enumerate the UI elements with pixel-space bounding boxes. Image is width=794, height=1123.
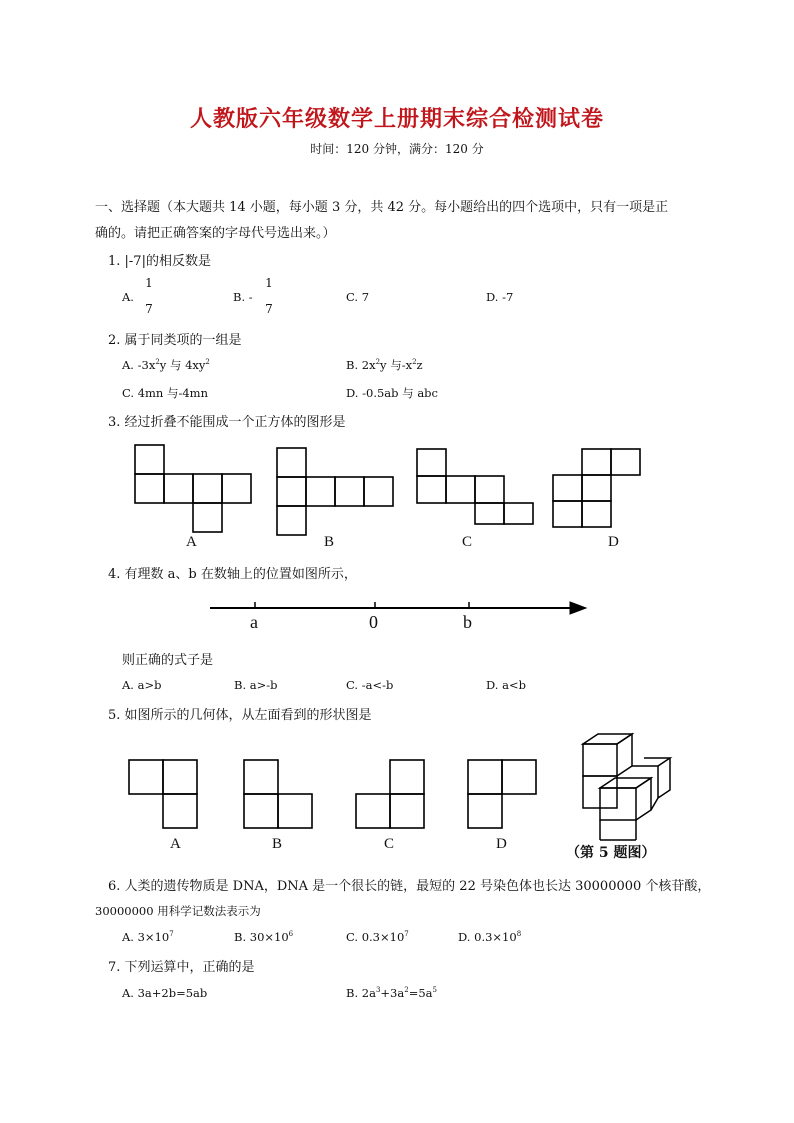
q1-b-numerator: 1 bbox=[265, 276, 273, 290]
q2-option-a bbox=[122, 357, 210, 373]
q6-b-text: B. 30×10 bbox=[234, 930, 289, 944]
q6-line1: 6. 人类的遗传物质是 DNA，DNA 是一个很长的链，最短的 22 号染色体也长达 30000000 个核苷酸， bbox=[108, 879, 711, 894]
q6-line2: 30000000 用科学记数法表示为 bbox=[95, 904, 261, 918]
q3-net-a bbox=[135, 445, 251, 532]
q7-b-mid: +3a bbox=[380, 986, 405, 1000]
q2-b-mid: y 与-x bbox=[380, 358, 413, 372]
section-intro-line1: 一、选择题（本大题共 14 小题，每小题 3 分，共 42 分。每小题给出的四个选项中，只有一项是正 bbox=[95, 200, 669, 215]
q3-label-a: A bbox=[186, 534, 197, 550]
q5-figure-caption: （第 5 题图） bbox=[566, 845, 656, 861]
q5-stem: 5. 如图所示的几何体，从左面看到的形状图是 bbox=[108, 708, 372, 723]
q2-b-sup1: 2 bbox=[375, 358, 381, 366]
q1-b-denominator: 7 bbox=[265, 302, 273, 316]
q5-label-d: D bbox=[496, 836, 507, 852]
q2-a-sup2: 2 bbox=[205, 358, 210, 366]
q4-option-d: D. a<b bbox=[486, 678, 526, 692]
q4-axis-label-zero: 0 bbox=[369, 612, 378, 632]
q5-label-b: B bbox=[272, 836, 283, 852]
q4-axis-label-a: a bbox=[250, 612, 258, 632]
q2-b-post: z bbox=[416, 358, 423, 372]
q6-a-text: A. 3×10 bbox=[122, 930, 170, 944]
q2-b-pre: B. 2x bbox=[346, 358, 376, 372]
section-intro-line2: 确的。请把正确答案的字母代号选出来。） bbox=[95, 226, 336, 241]
q6-b-exp: 6 bbox=[288, 930, 294, 938]
q7-stem: 7. 下列运算中，正确的是 bbox=[108, 960, 255, 975]
q1-option-c: C. 7 bbox=[346, 290, 370, 304]
q7-b-mid2: =5a bbox=[408, 986, 433, 1000]
q2-b-sup2: 2 bbox=[412, 358, 417, 366]
q2-a-pre: A. -3x bbox=[122, 358, 156, 372]
q5-shape-b bbox=[244, 760, 312, 828]
q6-d-exp: 8 bbox=[516, 930, 522, 938]
q4-number-line bbox=[210, 598, 590, 618]
q3-stem: 3. 经过折叠不能围成一个正方体的图形是 bbox=[108, 415, 346, 430]
q2-a-mid: y 与 4xy bbox=[159, 358, 206, 372]
q4-option-b: B. a>-b bbox=[234, 678, 278, 692]
q3-label-b: B bbox=[324, 534, 335, 550]
q5-label-c: C bbox=[384, 836, 395, 852]
q5-solid-figure bbox=[578, 730, 678, 842]
q6-option-a bbox=[122, 930, 174, 944]
q6-c-text: C. 0.3×10 bbox=[346, 930, 405, 944]
q4-stem: 4. 有理数 a、b 在数轴上的位置如图所示， bbox=[108, 567, 357, 582]
q1-option-b-fraction bbox=[263, 276, 275, 316]
q4-axis-label-b: b bbox=[463, 612, 472, 632]
q5-options-figure bbox=[125, 757, 545, 837]
q7-option-b bbox=[346, 986, 437, 1000]
q6-option-b bbox=[234, 930, 293, 944]
q3-net-d bbox=[553, 449, 640, 527]
q5-shape-c bbox=[356, 760, 424, 828]
q7-b-sup1: 3 bbox=[375, 986, 381, 994]
q6-option-c bbox=[346, 930, 409, 944]
q1-option-a-fraction bbox=[143, 276, 155, 316]
q2-stem: 2. 属于同类项的一组是 bbox=[108, 333, 242, 348]
q6-a-exp: 7 bbox=[169, 930, 174, 938]
q4-option-c: C. -a<-b bbox=[346, 678, 394, 692]
q7-b-sup3: 5 bbox=[432, 986, 437, 994]
q7-b-sup2: 2 bbox=[404, 986, 409, 994]
q6-c-exp: 7 bbox=[404, 930, 409, 938]
exam-meta: 时间：120 分钟，满分：120 分 bbox=[310, 142, 484, 156]
q2-option-b bbox=[346, 357, 423, 373]
q1-a-denominator: 7 bbox=[145, 302, 153, 316]
q1-option-d: D. -7 bbox=[486, 290, 514, 304]
q7-b-pre: B. 2a bbox=[346, 986, 376, 1000]
q1-stem: 1. |-7|的相反数是 bbox=[108, 254, 211, 269]
q3-net-b bbox=[277, 448, 393, 535]
q1-option-a-label: A. bbox=[122, 290, 134, 304]
q1-a-numerator: 1 bbox=[145, 276, 153, 290]
q3-label-d: D bbox=[608, 534, 619, 550]
q5-shape-a bbox=[129, 760, 197, 828]
q4-option-a: A. a>b bbox=[122, 678, 162, 692]
q2-option-d: D. -0.5ab 与 abc bbox=[346, 386, 438, 400]
arrow-head-icon bbox=[570, 602, 586, 614]
q6-d-text: D. 0.3×10 bbox=[458, 930, 517, 944]
q4-followup: 则正确的式子是 bbox=[122, 653, 214, 668]
q5-shape-d bbox=[468, 760, 536, 828]
page-title: 人教版六年级数学上册期末综合检测试卷 bbox=[189, 106, 604, 132]
q1-option-b-label: B. - bbox=[233, 290, 253, 304]
q7-option-a: A. 3a+2b=5ab bbox=[122, 986, 208, 1000]
q5-label-a: A bbox=[170, 836, 181, 852]
q2-option-c: C. 4mn 与-4mn bbox=[122, 386, 208, 400]
q6-option-d bbox=[458, 930, 521, 944]
q3-label-c: C bbox=[462, 534, 473, 550]
q2-a-sup1: 2 bbox=[155, 358, 160, 366]
q3-net-c-mask bbox=[408, 440, 543, 540]
